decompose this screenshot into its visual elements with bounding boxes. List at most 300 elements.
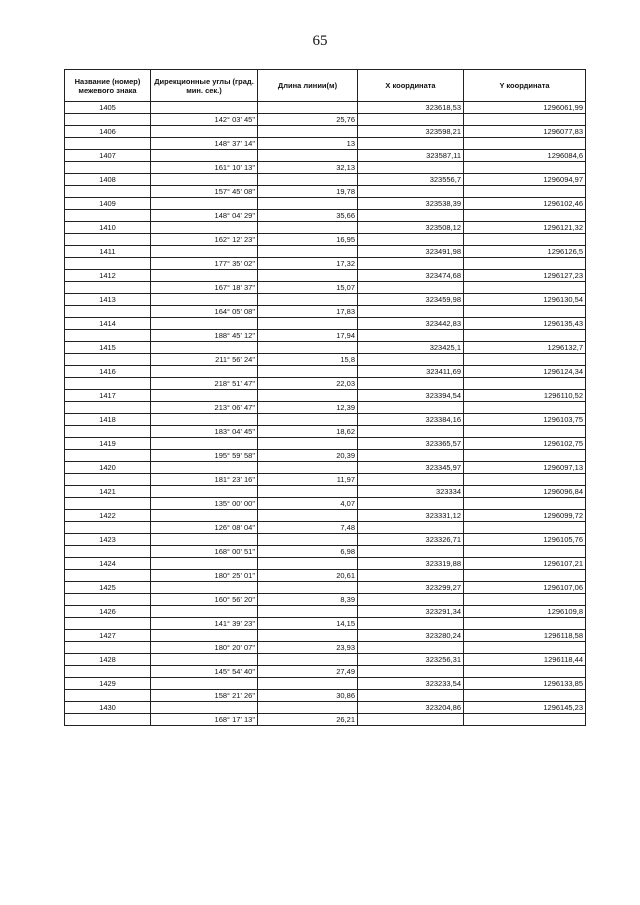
x-coordinate: 323556,7 bbox=[358, 174, 464, 186]
y-coordinate: 1296121,32 bbox=[464, 222, 586, 234]
empty-cell bbox=[65, 666, 151, 678]
empty-cell bbox=[464, 162, 586, 174]
empty-cell bbox=[358, 138, 464, 150]
empty-cell bbox=[258, 270, 358, 282]
empty-cell bbox=[258, 438, 358, 450]
empty-cell bbox=[464, 642, 586, 654]
y-coordinate: 1296107,21 bbox=[464, 558, 586, 570]
mark-name: 1413 bbox=[65, 294, 151, 306]
direction-angle: 211° 56' 24" bbox=[151, 354, 258, 366]
x-coordinate: 323587,11 bbox=[358, 150, 464, 162]
empty-cell bbox=[65, 306, 151, 318]
empty-cell bbox=[65, 522, 151, 534]
empty-cell bbox=[151, 414, 258, 426]
empty-cell bbox=[258, 222, 358, 234]
empty-cell bbox=[258, 654, 358, 666]
direction-angle: 218° 51' 47" bbox=[151, 378, 258, 390]
x-coordinate: 323204,86 bbox=[358, 702, 464, 714]
empty-cell bbox=[358, 570, 464, 582]
mark-name: 1408 bbox=[65, 174, 151, 186]
y-coordinate: 1296118,58 bbox=[464, 630, 586, 642]
mark-name: 1424 bbox=[65, 558, 151, 570]
empty-cell bbox=[358, 498, 464, 510]
x-coordinate: 323491,98 bbox=[358, 246, 464, 258]
mark-name: 1415 bbox=[65, 342, 151, 354]
empty-cell bbox=[464, 114, 586, 126]
direction-angle: 126° 08' 04" bbox=[151, 522, 258, 534]
empty-cell bbox=[151, 366, 258, 378]
empty-cell bbox=[151, 510, 258, 522]
segment-row bbox=[65, 114, 586, 126]
point-row bbox=[65, 414, 586, 426]
segment-row bbox=[65, 642, 586, 654]
header-direction-angle: Дирекционные углы (град. мин. сек.) bbox=[151, 70, 258, 102]
empty-cell bbox=[151, 246, 258, 258]
empty-cell bbox=[65, 258, 151, 270]
empty-cell bbox=[358, 714, 464, 726]
empty-cell bbox=[258, 150, 358, 162]
empty-cell bbox=[151, 582, 258, 594]
line-length: 16,95 bbox=[258, 234, 358, 246]
direction-angle: 181° 23' 16" bbox=[151, 474, 258, 486]
empty-cell bbox=[464, 138, 586, 150]
empty-cell bbox=[258, 318, 358, 330]
empty-cell bbox=[65, 690, 151, 702]
y-coordinate: 1296084,6 bbox=[464, 150, 586, 162]
empty-cell bbox=[358, 474, 464, 486]
point-row bbox=[65, 678, 586, 690]
empty-cell bbox=[258, 510, 358, 522]
segment-row bbox=[65, 618, 586, 630]
empty-cell bbox=[464, 282, 586, 294]
empty-cell bbox=[464, 690, 586, 702]
x-coordinate: 323538,39 bbox=[358, 198, 464, 210]
empty-cell bbox=[464, 186, 586, 198]
mark-name: 1427 bbox=[65, 630, 151, 642]
direction-angle: 162° 12' 23" bbox=[151, 234, 258, 246]
point-row bbox=[65, 534, 586, 546]
empty-cell bbox=[151, 102, 258, 114]
empty-cell bbox=[65, 618, 151, 630]
empty-cell bbox=[464, 714, 586, 726]
direction-angle: 141° 39' 23" bbox=[151, 618, 258, 630]
mark-name: 1409 bbox=[65, 198, 151, 210]
empty-cell bbox=[151, 486, 258, 498]
segment-row bbox=[65, 186, 586, 198]
line-length: 4,07 bbox=[258, 498, 358, 510]
empty-cell bbox=[151, 438, 258, 450]
segment-row bbox=[65, 546, 586, 558]
mark-name: 1407 bbox=[65, 150, 151, 162]
empty-cell bbox=[358, 210, 464, 222]
empty-cell bbox=[358, 234, 464, 246]
empty-cell bbox=[258, 294, 358, 306]
segment-row bbox=[65, 426, 586, 438]
direction-angle: 160° 56' 20" bbox=[151, 594, 258, 606]
direction-angle: 167° 18' 37" bbox=[151, 282, 258, 294]
segment-row bbox=[65, 402, 586, 414]
line-length: 27,49 bbox=[258, 666, 358, 678]
segment-row bbox=[65, 474, 586, 486]
empty-cell bbox=[65, 450, 151, 462]
empty-cell bbox=[464, 402, 586, 414]
line-length: 15,07 bbox=[258, 282, 358, 294]
x-coordinate: 323280,24 bbox=[358, 630, 464, 642]
x-coordinate: 323598,21 bbox=[358, 126, 464, 138]
x-coordinate: 323365,57 bbox=[358, 438, 464, 450]
empty-cell bbox=[151, 630, 258, 642]
point-row bbox=[65, 126, 586, 138]
empty-cell bbox=[65, 210, 151, 222]
direction-angle: 180° 25' 01" bbox=[151, 570, 258, 582]
empty-cell bbox=[358, 306, 464, 318]
point-row bbox=[65, 558, 586, 570]
direction-angle: 168° 00' 51" bbox=[151, 546, 258, 558]
header-mark-name: Название (номер) межевого знака bbox=[65, 70, 151, 102]
point-row bbox=[65, 486, 586, 498]
point-row bbox=[65, 174, 586, 186]
header-line-length: Длина линии(м) bbox=[258, 70, 358, 102]
direction-angle: 142° 03' 45" bbox=[151, 114, 258, 126]
direction-angle: 183° 04' 45" bbox=[151, 426, 258, 438]
segment-row bbox=[65, 162, 586, 174]
x-coordinate: 323233,54 bbox=[358, 678, 464, 690]
empty-cell bbox=[258, 534, 358, 546]
y-coordinate: 1296132,7 bbox=[464, 342, 586, 354]
segment-row bbox=[65, 498, 586, 510]
x-coordinate: 323319,88 bbox=[358, 558, 464, 570]
x-coordinate: 323508,12 bbox=[358, 222, 464, 234]
point-row bbox=[65, 510, 586, 522]
point-row bbox=[65, 318, 586, 330]
empty-cell bbox=[358, 546, 464, 558]
line-length: 6,98 bbox=[258, 546, 358, 558]
empty-cell bbox=[358, 666, 464, 678]
line-length: 20,61 bbox=[258, 570, 358, 582]
mark-name: 1421 bbox=[65, 486, 151, 498]
page-number: 65 bbox=[312, 33, 328, 49]
empty-cell bbox=[151, 678, 258, 690]
x-coordinate: 323442,83 bbox=[358, 318, 464, 330]
y-coordinate: 1296135,43 bbox=[464, 318, 586, 330]
empty-cell bbox=[65, 138, 151, 150]
empty-cell bbox=[358, 690, 464, 702]
empty-cell bbox=[151, 462, 258, 474]
empty-cell bbox=[358, 354, 464, 366]
empty-cell bbox=[464, 234, 586, 246]
segment-row bbox=[65, 594, 586, 606]
point-row bbox=[65, 462, 586, 474]
empty-cell bbox=[65, 114, 151, 126]
mark-name: 1411 bbox=[65, 246, 151, 258]
empty-cell bbox=[151, 702, 258, 714]
point-row bbox=[65, 702, 586, 714]
line-length: 14,15 bbox=[258, 618, 358, 630]
point-row bbox=[65, 222, 586, 234]
point-row bbox=[65, 342, 586, 354]
empty-cell bbox=[464, 498, 586, 510]
y-coordinate: 1296102,46 bbox=[464, 198, 586, 210]
empty-cell bbox=[464, 258, 586, 270]
mark-name: 1430 bbox=[65, 702, 151, 714]
x-coordinate: 323334 bbox=[358, 486, 464, 498]
direction-angle: 158° 21' 26" bbox=[151, 690, 258, 702]
line-length: 25,76 bbox=[258, 114, 358, 126]
y-coordinate: 1296097,13 bbox=[464, 462, 586, 474]
point-row bbox=[65, 630, 586, 642]
empty-cell bbox=[358, 186, 464, 198]
empty-cell bbox=[258, 486, 358, 498]
x-coordinate: 323425,1 bbox=[358, 342, 464, 354]
empty-cell bbox=[65, 642, 151, 654]
empty-cell bbox=[258, 174, 358, 186]
empty-cell bbox=[65, 330, 151, 342]
direction-angle: 164° 05' 08" bbox=[151, 306, 258, 318]
mark-name: 1406 bbox=[65, 126, 151, 138]
empty-cell bbox=[151, 654, 258, 666]
y-coordinate: 1296105,76 bbox=[464, 534, 586, 546]
empty-cell bbox=[358, 594, 464, 606]
x-coordinate: 323256,31 bbox=[358, 654, 464, 666]
empty-cell bbox=[464, 210, 586, 222]
segment-row bbox=[65, 306, 586, 318]
empty-cell bbox=[464, 426, 586, 438]
line-length: 23,93 bbox=[258, 642, 358, 654]
segment-row bbox=[65, 378, 586, 390]
y-coordinate: 1296110,52 bbox=[464, 390, 586, 402]
x-coordinate: 323345,97 bbox=[358, 462, 464, 474]
empty-cell bbox=[358, 378, 464, 390]
empty-cell bbox=[258, 702, 358, 714]
y-coordinate: 1296096,84 bbox=[464, 486, 586, 498]
segment-row bbox=[65, 330, 586, 342]
mark-name: 1412 bbox=[65, 270, 151, 282]
point-row bbox=[65, 150, 586, 162]
line-length: 35,66 bbox=[258, 210, 358, 222]
empty-cell bbox=[358, 426, 464, 438]
mark-name: 1418 bbox=[65, 414, 151, 426]
x-coordinate: 323299,27 bbox=[358, 582, 464, 594]
empty-cell bbox=[65, 186, 151, 198]
empty-cell bbox=[151, 342, 258, 354]
direction-angle: 213° 06' 47" bbox=[151, 402, 258, 414]
point-row bbox=[65, 270, 586, 282]
mark-name: 1414 bbox=[65, 318, 151, 330]
line-length: 19,78 bbox=[258, 186, 358, 198]
segment-row bbox=[65, 666, 586, 678]
header-y-coordinate: Y координата bbox=[464, 70, 586, 102]
empty-cell bbox=[358, 162, 464, 174]
point-row bbox=[65, 294, 586, 306]
point-row bbox=[65, 582, 586, 594]
empty-cell bbox=[358, 642, 464, 654]
empty-cell bbox=[65, 498, 151, 510]
empty-cell bbox=[464, 330, 586, 342]
x-coordinate: 323331,12 bbox=[358, 510, 464, 522]
empty-cell bbox=[151, 318, 258, 330]
empty-cell bbox=[151, 198, 258, 210]
empty-cell bbox=[358, 402, 464, 414]
segment-row bbox=[65, 258, 586, 270]
empty-cell bbox=[464, 450, 586, 462]
empty-cell bbox=[151, 390, 258, 402]
mark-name: 1419 bbox=[65, 438, 151, 450]
line-length: 11,97 bbox=[258, 474, 358, 486]
direction-angle: 161° 10' 13" bbox=[151, 162, 258, 174]
empty-cell bbox=[65, 282, 151, 294]
table-body bbox=[65, 102, 586, 726]
y-coordinate: 1296102,75 bbox=[464, 438, 586, 450]
empty-cell bbox=[358, 114, 464, 126]
point-row bbox=[65, 654, 586, 666]
empty-cell bbox=[358, 618, 464, 630]
empty-cell bbox=[65, 594, 151, 606]
empty-cell bbox=[258, 582, 358, 594]
empty-cell bbox=[358, 282, 464, 294]
segment-row bbox=[65, 522, 586, 534]
segment-row bbox=[65, 450, 586, 462]
empty-cell bbox=[358, 258, 464, 270]
x-coordinate: 323394,54 bbox=[358, 390, 464, 402]
mark-name: 1416 bbox=[65, 366, 151, 378]
y-coordinate: 1296103,75 bbox=[464, 414, 586, 426]
mark-name: 1420 bbox=[65, 462, 151, 474]
empty-cell bbox=[464, 306, 586, 318]
empty-cell bbox=[151, 606, 258, 618]
point-row bbox=[65, 198, 586, 210]
empty-cell bbox=[65, 570, 151, 582]
empty-cell bbox=[358, 522, 464, 534]
header-x-coordinate: X координата bbox=[358, 70, 464, 102]
mark-name: 1423 bbox=[65, 534, 151, 546]
empty-cell bbox=[65, 714, 151, 726]
mark-name: 1426 bbox=[65, 606, 151, 618]
direction-angle: 148° 04' 29" bbox=[151, 210, 258, 222]
line-length: 17,32 bbox=[258, 258, 358, 270]
empty-cell bbox=[258, 414, 358, 426]
direction-angle: 157° 45' 08" bbox=[151, 186, 258, 198]
empty-cell bbox=[464, 354, 586, 366]
mark-name: 1405 bbox=[65, 102, 151, 114]
segment-row bbox=[65, 282, 586, 294]
x-coordinate: 323384,16 bbox=[358, 414, 464, 426]
line-length: 8,39 bbox=[258, 594, 358, 606]
empty-cell bbox=[258, 678, 358, 690]
segment-row bbox=[65, 690, 586, 702]
y-coordinate: 1296061,99 bbox=[464, 102, 586, 114]
y-coordinate: 1296130,54 bbox=[464, 294, 586, 306]
empty-cell bbox=[151, 150, 258, 162]
line-length: 7,48 bbox=[258, 522, 358, 534]
segment-row bbox=[65, 138, 586, 150]
segment-row bbox=[65, 234, 586, 246]
y-coordinate: 1296124,34 bbox=[464, 366, 586, 378]
empty-cell bbox=[151, 534, 258, 546]
empty-cell bbox=[258, 606, 358, 618]
line-length: 17,94 bbox=[258, 330, 358, 342]
empty-cell bbox=[464, 666, 586, 678]
empty-cell bbox=[65, 234, 151, 246]
point-row bbox=[65, 606, 586, 618]
empty-cell bbox=[65, 426, 151, 438]
empty-cell bbox=[65, 474, 151, 486]
x-coordinate: 323411,69 bbox=[358, 366, 464, 378]
empty-cell bbox=[258, 366, 358, 378]
empty-cell bbox=[464, 594, 586, 606]
empty-cell bbox=[258, 390, 358, 402]
point-row bbox=[65, 366, 586, 378]
empty-cell bbox=[464, 618, 586, 630]
x-coordinate: 323326,71 bbox=[358, 534, 464, 546]
direction-angle: 180° 20' 07" bbox=[151, 642, 258, 654]
empty-cell bbox=[464, 378, 586, 390]
x-coordinate: 323618,53 bbox=[358, 102, 464, 114]
empty-cell bbox=[151, 222, 258, 234]
direction-angle: 135° 00' 00" bbox=[151, 498, 258, 510]
empty-cell bbox=[258, 126, 358, 138]
direction-angle: 188° 45' 12" bbox=[151, 330, 258, 342]
empty-cell bbox=[151, 174, 258, 186]
empty-cell bbox=[65, 402, 151, 414]
empty-cell bbox=[65, 354, 151, 366]
point-row bbox=[65, 438, 586, 450]
empty-cell bbox=[258, 462, 358, 474]
mark-name: 1417 bbox=[65, 390, 151, 402]
line-length: 32,13 bbox=[258, 162, 358, 174]
line-length: 20,39 bbox=[258, 450, 358, 462]
line-length: 12,39 bbox=[258, 402, 358, 414]
empty-cell bbox=[358, 330, 464, 342]
mark-name: 1429 bbox=[65, 678, 151, 690]
empty-cell bbox=[65, 546, 151, 558]
mark-name: 1410 bbox=[65, 222, 151, 234]
empty-cell bbox=[65, 378, 151, 390]
y-coordinate: 1296077,83 bbox=[464, 126, 586, 138]
direction-angle: 168° 17' 13" bbox=[151, 714, 258, 726]
segment-row bbox=[65, 354, 586, 366]
empty-cell bbox=[258, 342, 358, 354]
y-coordinate: 1296127,23 bbox=[464, 270, 586, 282]
y-coordinate: 1296099,72 bbox=[464, 510, 586, 522]
segment-row bbox=[65, 210, 586, 222]
segment-row bbox=[65, 714, 586, 726]
y-coordinate: 1296107,06 bbox=[464, 582, 586, 594]
empty-cell bbox=[65, 162, 151, 174]
empty-cell bbox=[464, 522, 586, 534]
empty-cell bbox=[464, 546, 586, 558]
direction-angle: 145° 54' 40" bbox=[151, 666, 258, 678]
mark-name: 1425 bbox=[65, 582, 151, 594]
mark-name: 1428 bbox=[65, 654, 151, 666]
empty-cell bbox=[151, 558, 258, 570]
x-coordinate: 323474,68 bbox=[358, 270, 464, 282]
line-length: 13 bbox=[258, 138, 358, 150]
empty-cell bbox=[151, 270, 258, 282]
point-row bbox=[65, 102, 586, 114]
line-length: 26,21 bbox=[258, 714, 358, 726]
empty-cell bbox=[258, 198, 358, 210]
y-coordinate: 1296094,97 bbox=[464, 174, 586, 186]
boundary-marks-table bbox=[64, 69, 586, 726]
empty-cell bbox=[151, 126, 258, 138]
direction-angle: 177° 35' 02" bbox=[151, 258, 258, 270]
y-coordinate: 1296118,44 bbox=[464, 654, 586, 666]
point-row bbox=[65, 246, 586, 258]
x-coordinate: 323291,34 bbox=[358, 606, 464, 618]
point-row bbox=[65, 390, 586, 402]
line-length: 15,8 bbox=[258, 354, 358, 366]
line-length: 18,62 bbox=[258, 426, 358, 438]
